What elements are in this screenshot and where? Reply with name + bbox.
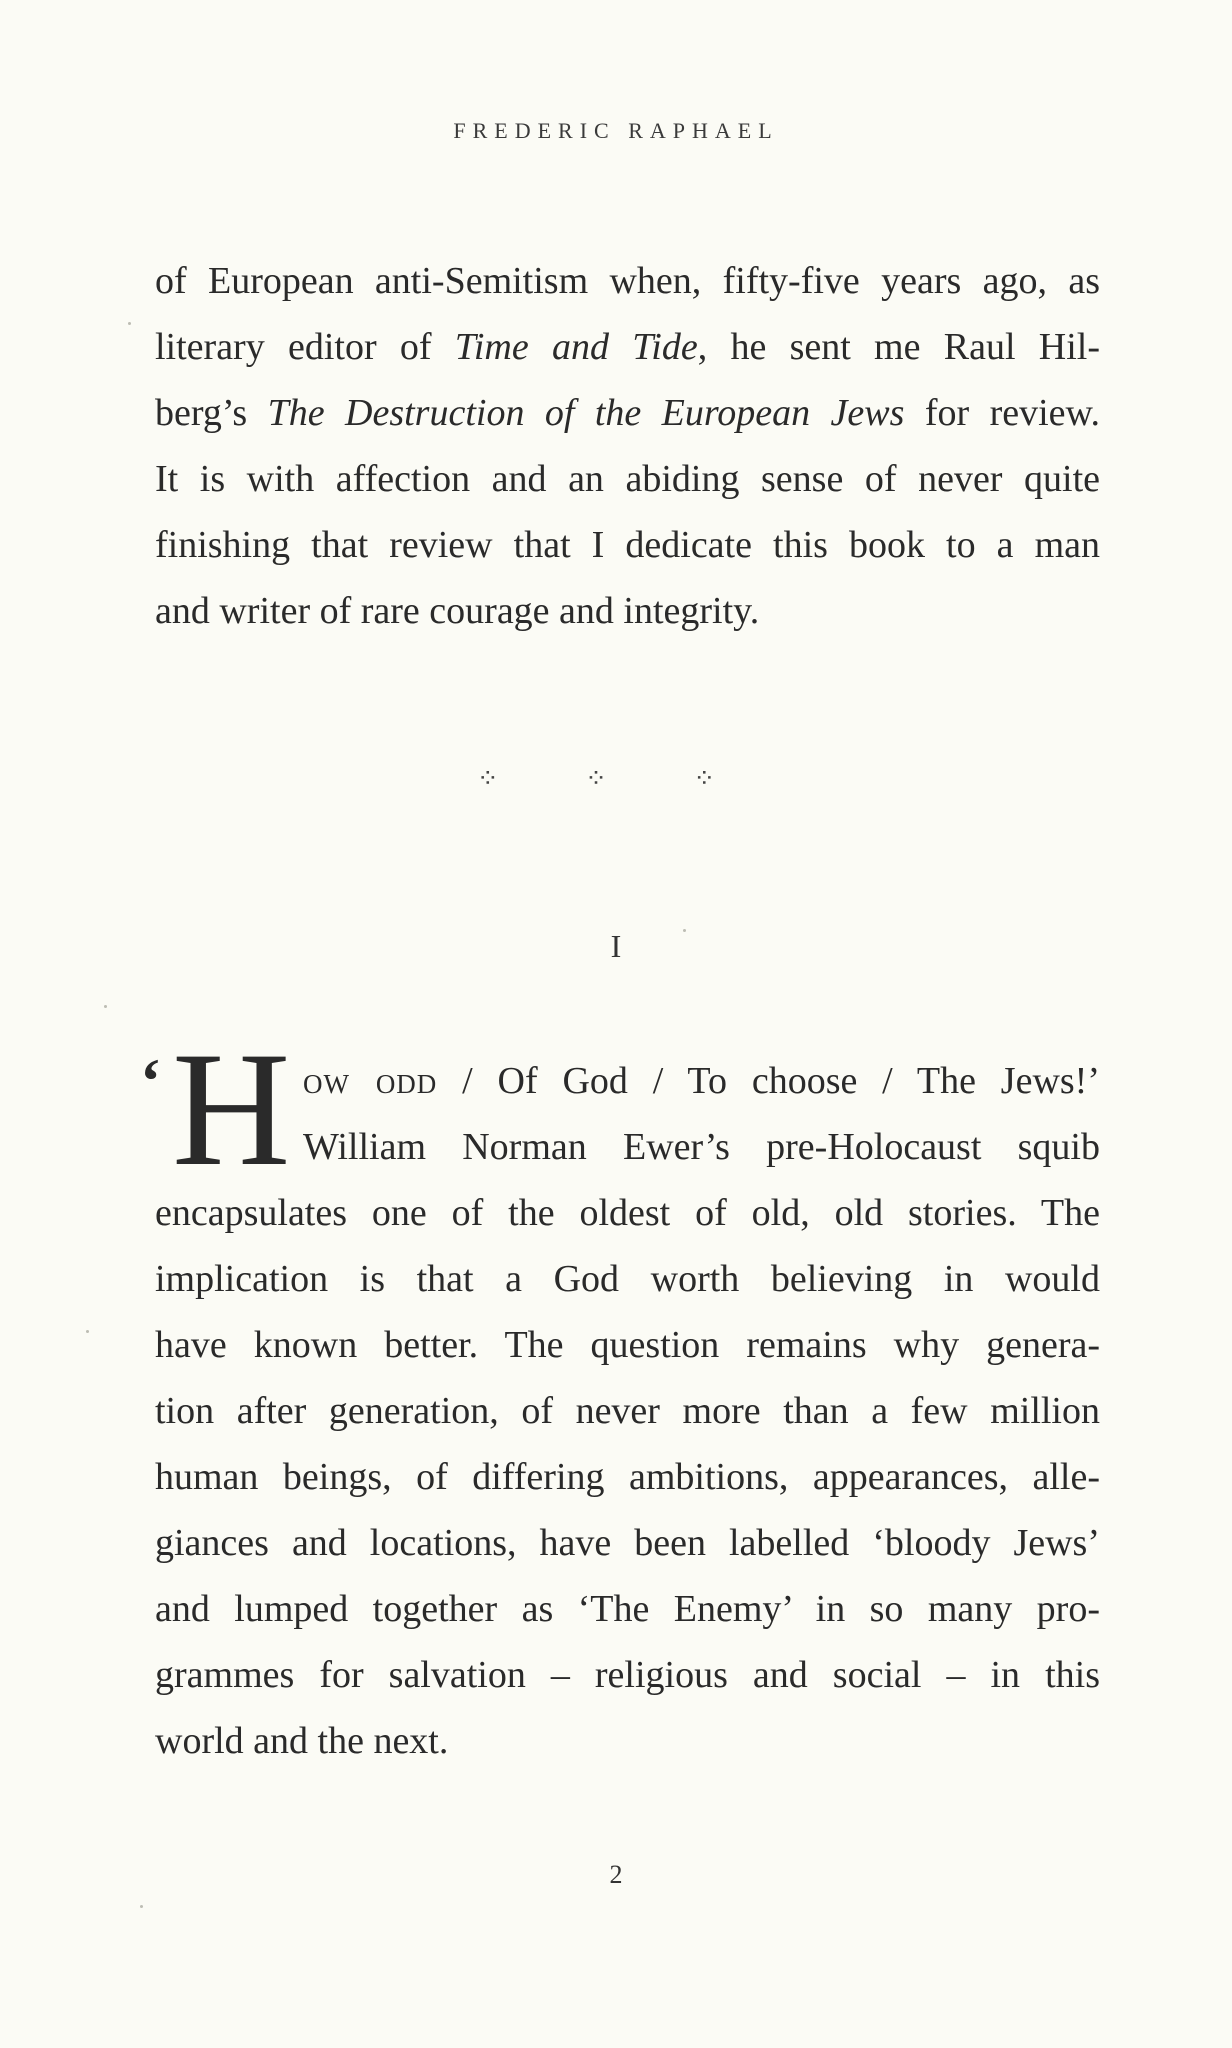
text-line <box>155 1048 1100 1114</box>
paragraph-chapter-opening <box>155 1048 1100 1774</box>
italic-title: Time and Tide <box>454 326 698 368</box>
text-line: grammes for salvation – religious and social – in this <box>155 1654 1100 1696</box>
text-segment: It is with affection and an abiding sense of never quite <box>155 458 1100 500</box>
text-segment: of European anti-Semitism when, fifty-five years ago, as <box>155 260 1100 302</box>
text-line: have known better. The question remains why genera- <box>155 1324 1100 1366</box>
text-segment: and writer of rare courage and integrity. <box>155 590 760 632</box>
drop-cap-letter: H <box>172 1019 291 1200</box>
scan-speck <box>128 322 131 325</box>
scan-speck <box>104 1005 107 1008</box>
italic-title: The Destruction of the European Jews <box>267 392 905 434</box>
text-segment: berg’s <box>155 392 268 434</box>
text-segment: literary editor of <box>155 326 455 368</box>
paragraph-body-lines <box>155 1180 1100 1774</box>
text-line <box>155 314 1100 380</box>
text-line <box>155 512 1100 578</box>
text-line: encapsulates one of the oldest of old, old stories. The <box>155 1192 1100 1234</box>
text-line: William Norman Ewer’s pre-Holocaust squib <box>303 1126 1100 1168</box>
scan-speck <box>86 1330 89 1333</box>
text-segment: , he sent me Raul Hil- <box>697 326 1100 368</box>
text-line: giances and locations, have been labelled ‘bloody Jews’ <box>155 1522 1100 1564</box>
text-line: and lumped together as ‘The Enemy’ in so many pro- <box>155 1588 1100 1630</box>
scan-speck <box>140 1905 143 1908</box>
page-number: 2 <box>609 1860 623 1889</box>
text-line <box>155 248 1100 314</box>
chapter-number: I <box>610 928 622 964</box>
text-line: world and the next. <box>155 1720 449 1762</box>
paragraph-dedication <box>155 248 1100 644</box>
text-line: tion after generation, of never more than a few million <box>155 1390 1100 1432</box>
scan-speck <box>683 929 686 932</box>
opening-quote-mark: ‘ <box>140 1045 162 1116</box>
text-segment: finishing that review that I dedicate this book to a man <box>155 524 1100 566</box>
text-line: implication is that a God worth believing in would <box>155 1258 1100 1300</box>
running-head: FREDERIC RAPHAEL <box>453 118 779 143</box>
text-line <box>155 446 1100 512</box>
text-segment: for review. <box>904 392 1101 434</box>
section-break-ornament: ⁘ ⁘ ⁘ <box>476 764 756 793</box>
small-caps-lead: ow odd <box>303 1060 438 1102</box>
text-line <box>155 578 1100 644</box>
text-line <box>155 380 1100 446</box>
text-line: human beings, of differing ambitions, appearances, alle- <box>155 1456 1100 1498</box>
first-line-rest: / Of God / To choose / The Jews!’ <box>437 1060 1100 1102</box>
